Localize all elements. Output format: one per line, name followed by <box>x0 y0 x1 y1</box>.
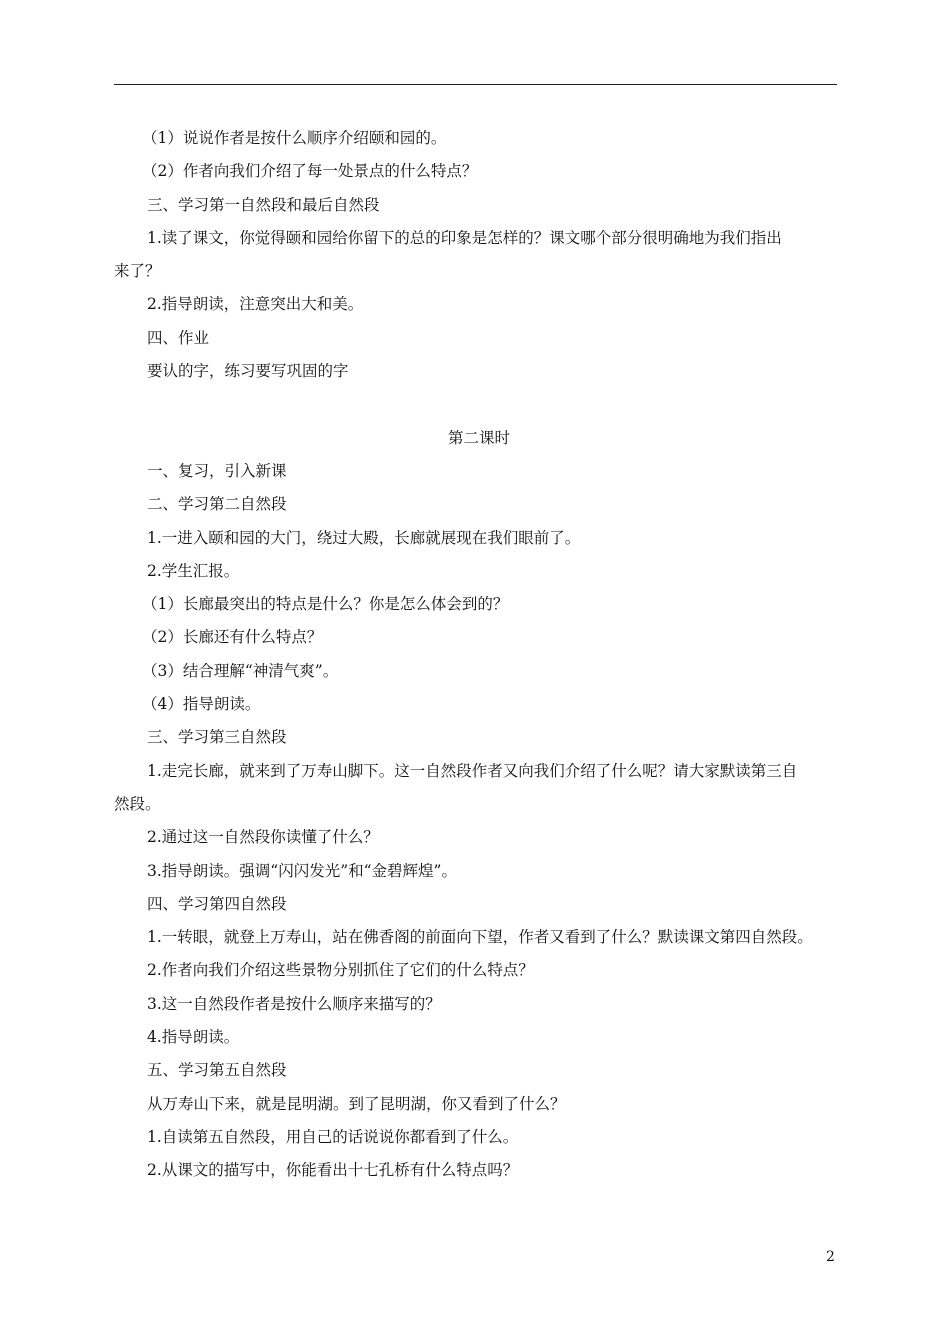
section-heading: 四、学习第四自然段 <box>147 894 287 913</box>
paragraph-line: 2.从课文的描写中，你能看出十七孔桥有什么特点吗？ <box>147 1161 519 1180</box>
page-number: 2 <box>826 1249 835 1265</box>
paragraph-line: 然段。 <box>114 794 161 813</box>
paragraph-line: 3.这一自然段作者是按什么顺序来描写的？ <box>147 994 441 1013</box>
section-heading: 三、学习第三自然段 <box>147 728 287 747</box>
paragraph-line: 1.一转眼，就登上万寿山，站在佛香阁的前面向下望，作者又看到了什么？默读课文第四自然段。 <box>147 928 813 947</box>
section-heading: 三、学习第一自然段和最后自然段 <box>147 195 380 214</box>
document-body <box>114 122 844 1188</box>
paragraph-line: 2.指导朗读，注意突出大和美。 <box>147 295 364 314</box>
lesson-title: 第二课时 <box>447 428 510 447</box>
paragraph-line: （1）长廊最突出的特点是什么？你是怎么体会到的？ <box>142 595 509 614</box>
header-rule <box>114 84 837 85</box>
section-heading: 四、作业 <box>147 328 210 347</box>
paragraph-line: 3.指导朗读。强调“闪闪发光”和“金碧辉煌”。 <box>147 861 457 880</box>
paragraph-line: （3）结合理解“神清气爽”。 <box>142 661 339 680</box>
paragraph-line: 2.学生汇报。 <box>147 561 240 580</box>
section-heading: 二、学习第二自然段 <box>147 495 287 514</box>
section-heading: 一、复习，引入新课 <box>147 461 287 480</box>
paragraph-line: 要认的字，练习要写巩固的字 <box>147 362 349 381</box>
paragraph-line: 2.作者向我们介绍这些景物分别抓住了它们的什么特点？ <box>147 961 534 980</box>
paragraph-line: （2）长廊还有什么特点？ <box>142 628 323 647</box>
blank-line <box>114 388 844 421</box>
paragraph-line: （4）指导朗读。 <box>142 695 261 714</box>
paragraph-line: 来了？ <box>114 262 161 281</box>
paragraph-line: （1）说说作者是按什么顺序介绍颐和园的。 <box>142 129 447 147</box>
paragraph-line: 4.指导朗读。 <box>147 1028 240 1047</box>
paragraph-line: 1.走完长廊，就来到了万寿山脚下。这一自然段作者又向我们介绍了什么呢？请大家默读第三自 <box>147 761 798 780</box>
paragraph-line: 1.读了课文，你觉得颐和园给你留下的总的印象是怎样的？课文哪个部分很明确地为我们指出 <box>147 228 782 247</box>
paragraph-line: 2.通过这一自然段你读懂了什么？ <box>147 828 379 847</box>
paragraph-line: 从万寿山下来，就是昆明湖。到了昆明湖，你又看到了什么？ <box>147 1094 566 1113</box>
paragraph-line: 1.自读第五自然段，用自己的话说说你都看到了什么。 <box>147 1127 519 1146</box>
paragraph-line: （2）作者向我们介绍了每一处景点的什么特点？ <box>142 162 478 181</box>
section-heading: 五、学习第五自然段 <box>147 1061 287 1080</box>
paragraph-line: 1.一进入颐和园的大门，绕过大殿，长廊就展现在我们眼前了。 <box>147 528 581 547</box>
